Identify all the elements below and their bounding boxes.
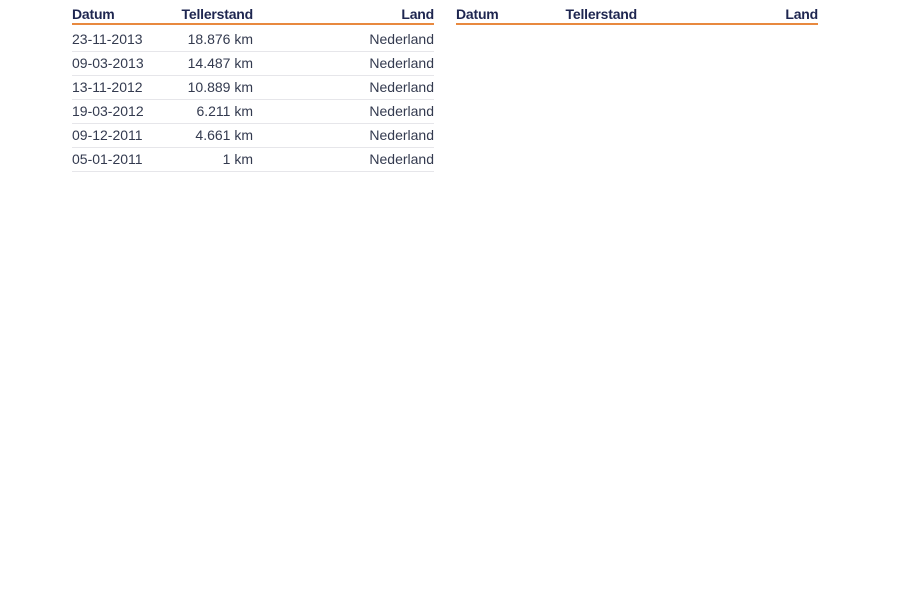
cell-date: 09-12-2011 (72, 124, 172, 148)
table-row (72, 52, 434, 76)
column-header-datum[interactable]: Datum (72, 6, 172, 24)
table-row (72, 24, 434, 52)
table-row (72, 76, 434, 100)
cell-date: 05-01-2011 (72, 148, 172, 172)
cell-country: Nederland (253, 100, 434, 124)
column-header-tellerstand[interactable]: Tellerstand (556, 6, 637, 24)
cell-country: Nederland (253, 124, 434, 148)
cell-odometer: 18.876 km (172, 24, 253, 52)
odometer-table-left (72, 6, 434, 172)
table-header-row (72, 6, 434, 24)
cell-odometer: 6.211 km (172, 100, 253, 124)
cell-country: Nederland (253, 148, 434, 172)
cell-date: 13-11-2012 (72, 76, 172, 100)
cell-date: 09-03-2013 (72, 52, 172, 76)
table-row (72, 100, 434, 124)
cell-date: 19-03-2012 (72, 100, 172, 124)
odometer-history-table-empty (456, 6, 818, 25)
cell-odometer: 14.487 km (172, 52, 253, 76)
column-header-land[interactable]: Land (637, 6, 818, 24)
odometer-table-right (456, 6, 818, 25)
column-header-datum[interactable]: Datum (456, 6, 556, 24)
cell-odometer: 4.661 km (172, 124, 253, 148)
column-header-land[interactable]: Land (253, 6, 434, 24)
column-header-tellerstand[interactable]: Tellerstand (172, 6, 253, 24)
cell-country: Nederland (253, 76, 434, 100)
table-row (72, 124, 434, 148)
cell-date: 23-11-2013 (72, 24, 172, 52)
cell-country: Nederland (253, 24, 434, 52)
table-row (72, 148, 434, 172)
cell-odometer: 1 km (172, 148, 253, 172)
table-header-row (456, 6, 818, 24)
cell-country: Nederland (253, 52, 434, 76)
odometer-history-table (72, 6, 434, 172)
cell-odometer: 10.889 km (172, 76, 253, 100)
